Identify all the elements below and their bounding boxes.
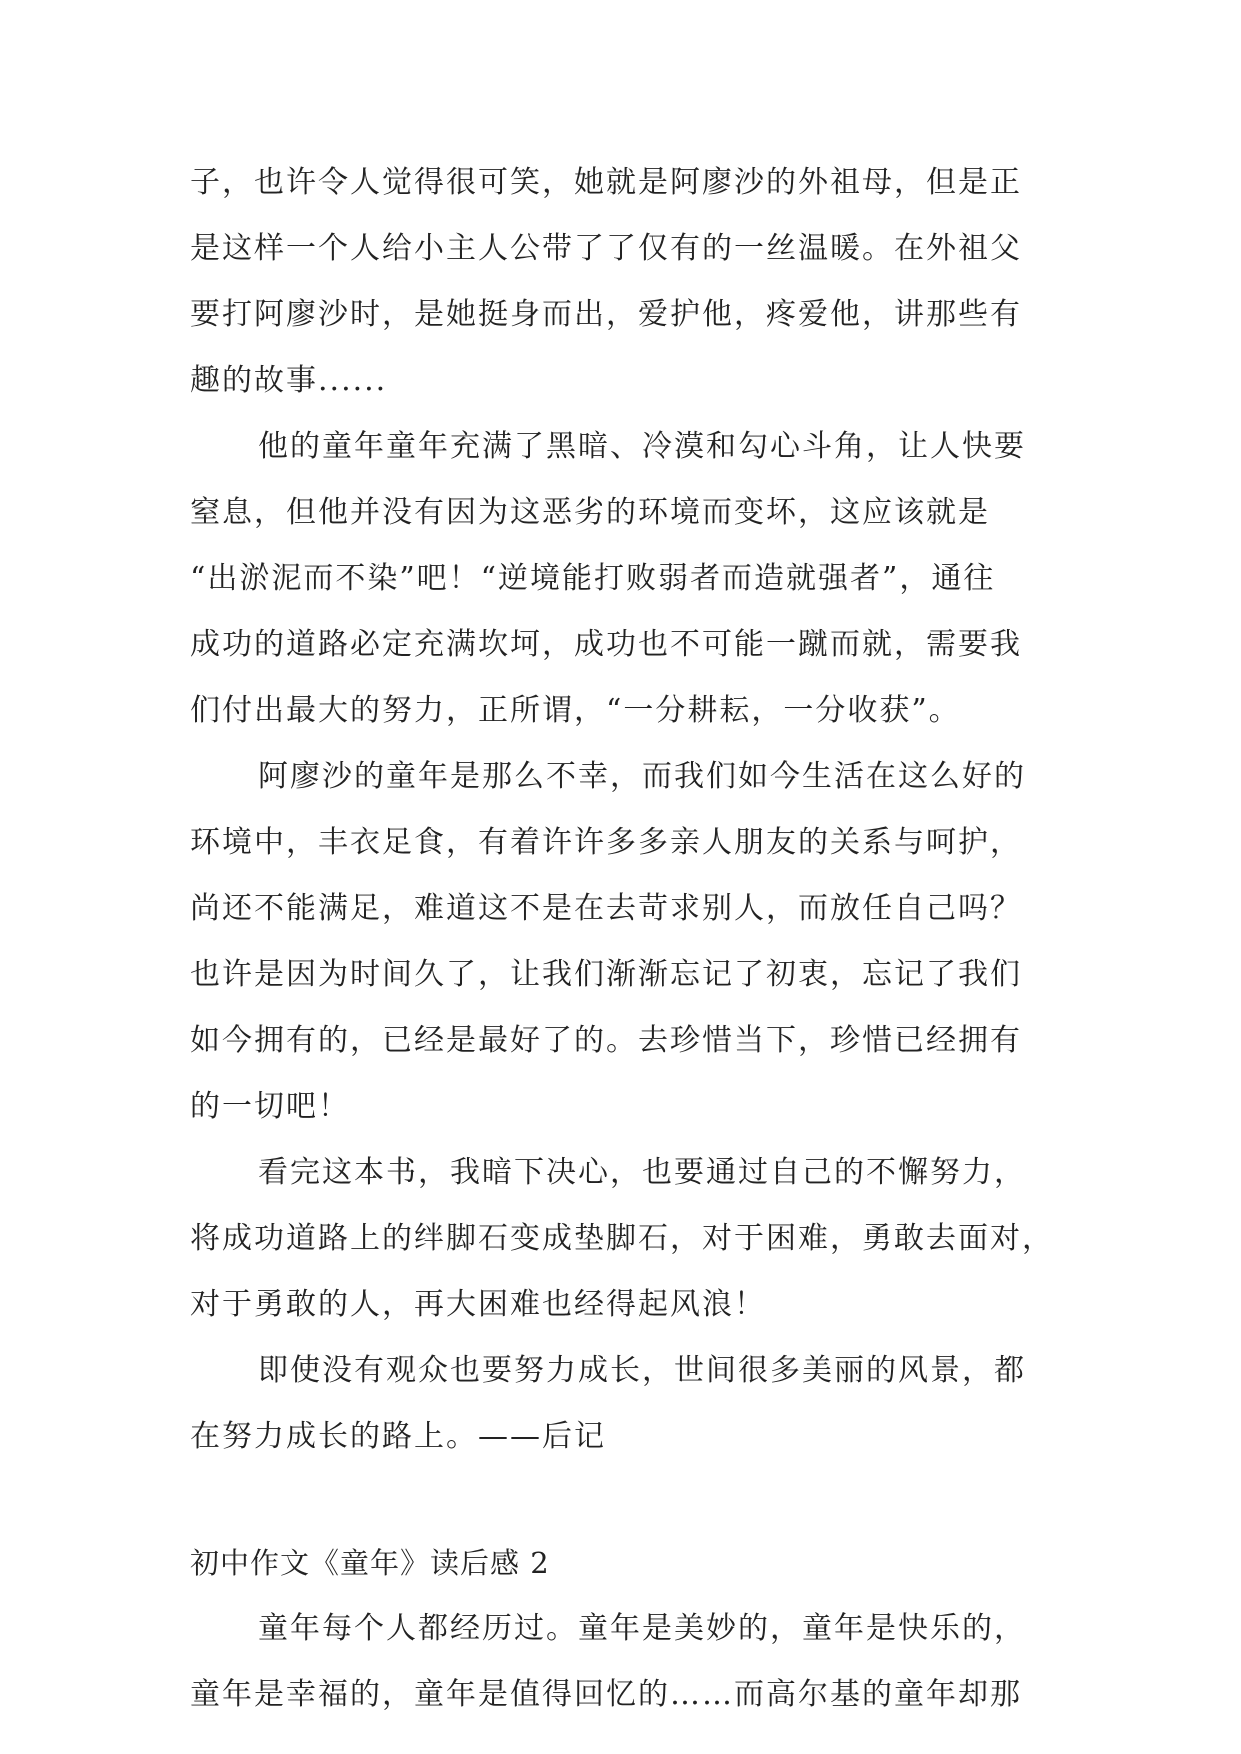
text-line: 如今拥有的，已经是最好了的。去珍惜当下，珍惜已经拥有 <box>190 1023 1022 1058</box>
text-line: 的一切吧！ <box>190 1089 350 1124</box>
text-line: 他的童年童年充满了黑暗、冷漠和勾心斗角，让人快要 <box>258 429 1026 464</box>
text-line: “出淤泥而不染”吧！“逆境能打败弱者而造就强者”，通往 <box>190 561 996 596</box>
text-line: 看完这本书，我暗下决心，也要通过自己的不懈努力， <box>258 1155 1026 1190</box>
text-line: 童年是幸福的，童年是值得回忆的……而高尔基的童年却那 <box>190 1677 1022 1712</box>
document-body <box>190 150 1070 1728</box>
text-line: 在努力成长的路上。——后记 <box>190 1419 606 1454</box>
text-line: 环境中，丰衣足食，有着许许多多亲人朋友的关系与呵护， <box>190 825 1022 860</box>
text-line: 童年每个人都经历过。童年是美妙的，童年是快乐的， <box>258 1611 1026 1646</box>
paragraph <box>190 414 1070 744</box>
text-line: 阿廖沙的童年是那么不幸，而我们如今生活在这么好的 <box>258 759 1026 794</box>
paragraph <box>190 744 1070 1140</box>
paragraph <box>190 1140 1070 1338</box>
text-line: 趣的故事...... <box>190 363 388 398</box>
text-line: 即使没有观众也要努力成长，世间很多美丽的风景，都 <box>258 1353 1026 1388</box>
text-line: 成功的道路必定充满坎坷，成功也不可能一蹴而就，需要我 <box>190 627 1022 662</box>
text-line: 将成功道路上的绊脚石变成垫脚石，对于困难，勇敢去面对， <box>190 1221 1054 1256</box>
text-line: 们付出最大的努力，正所谓，“一分耕耘，一分收获”。 <box>190 693 961 728</box>
paragraph <box>190 1596 1070 1728</box>
text-line: 也许是因为时间久了，让我们渐渐忘记了初衷，忘记了我们 <box>190 957 1022 992</box>
section-gap <box>190 1470 1070 1530</box>
text-line: 窒息，但他并没有因为这恶劣的环境而变坏，这应该就是 <box>190 495 990 530</box>
text-line: 子，也许令人觉得很可笑，她就是阿廖沙的外祖母，但是正 <box>190 165 1022 200</box>
section-title: 初中作文《童年》读后感 2 <box>190 1546 550 1580</box>
paragraph <box>190 150 1070 414</box>
text-line: 是这样一个人给小主人公带了了仅有的一丝温暖。在外祖父 <box>190 231 1022 266</box>
text-line: 尚还不能满足，难道这不是在去苛求别人，而放任自己吗？ <box>190 891 1022 926</box>
text-line: 要打阿廖沙时，是她挺身而出，爱护他，疼爱他，讲那些有 <box>190 297 1022 332</box>
paragraph <box>190 1338 1070 1470</box>
text-line: 对于勇敢的人，再大困难也经得起风浪！ <box>190 1287 766 1322</box>
